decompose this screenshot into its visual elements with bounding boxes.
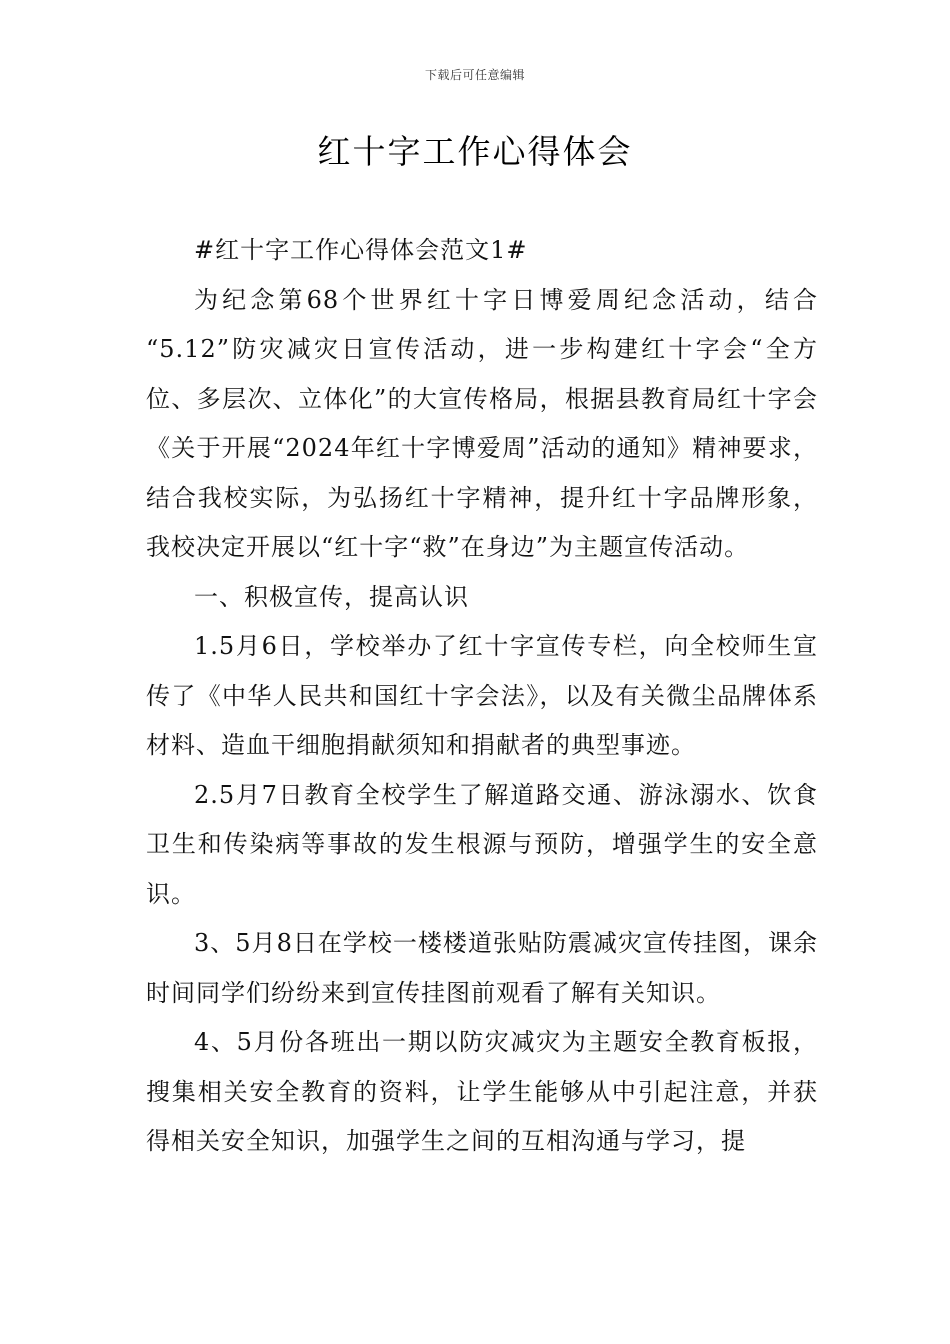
paragraph-subtitle: #红十字工作心得体会范文1# [194, 236, 528, 264]
paragraph-item-3: 3、5月8日在学校一楼楼道张贴防震减灾宣传挂图，课余时间同学们纷纷来到宣传挂图前观看了解有关知识。 [146, 929, 818, 1007]
section-heading: 一、积极宣传，提高认识 [194, 582, 469, 611]
paragraph-item-2: 2.5月7日教育全校学生了解道路交通、游泳溺水、饮食卫生和传染病等事故的发生根源与预防，增强学生的安全意识。 [146, 780, 818, 908]
page-header-note: 下载后可任意编辑 [424, 68, 525, 82]
document-title: 红十字工作心得体会 [317, 132, 633, 171]
paragraph-item-4: 4、5月份各班出一期以防灾减灾为主题安全教育板报，搜集相关安全教育的资料，让学生能够从中引起注意，并获得相关安全知识，加强学生之间的互相沟通与学习，提 [146, 1028, 818, 1155]
paragraph-item-1: 1.5月6日，学校举办了红十字宣传专栏，向全校师生宣传了《中华人民共和国红十字会法》，以及有关微尘品牌体系材料、造血干细胞捐献须知和捐献者的典型事迹。 [146, 632, 818, 759]
paragraph-intro: 为纪念第68个世界红十字日博爱周纪念活动，结合 “5.12”防灾减灾日宣传活动，进一步构建红十字会“全方位、多层次、立体化”的大宣传格局，根据县教育局红十字会《关于开展“2024年红十字博爱周”活动的通知》精神要求，结合我校实际，为弘扬红十字精神，提升红十字品牌形象，我校决定开展以“红十字“救”在身边”为主题宣传活动。 [146, 285, 818, 561]
document-body [146, 226, 818, 1167]
